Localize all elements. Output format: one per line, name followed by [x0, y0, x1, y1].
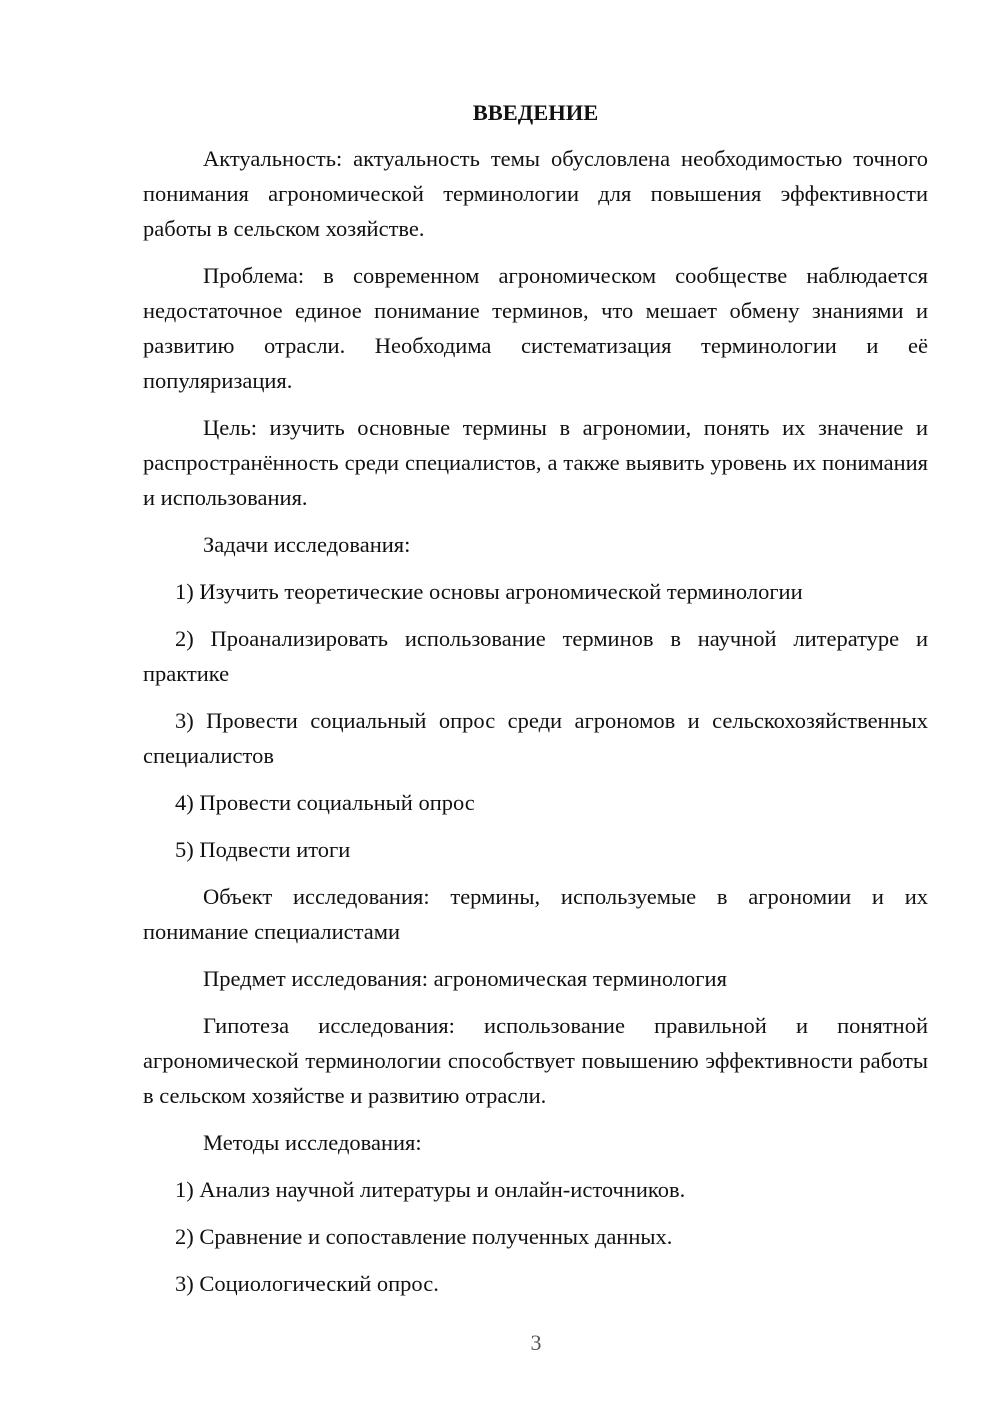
paragraph-goal: Цель: изучить основные термины в агрономии, понять их значение и распространённость среди специалистов, а также выявить уровень их понимания и использования. — [143, 415, 928, 510]
paragraph-problem: Проблема: в современном агрономическом сообществе наблюдается недостаточное единое понимание терминов, что мешает обмену знаниями и развитию отрасли. Необходима систематизация терминологии и её популяризация. — [143, 263, 928, 393]
page-number: 3 — [530, 1330, 542, 1355]
method-item-1: 1) Анализ научной литературы и онлайн-источников. — [175, 1177, 686, 1202]
paragraph-object: Объект исследования: термины, используемые в агрономии и их понимание специалистами — [143, 884, 928, 944]
section-title: ВВЕДЕНИЕ — [472, 100, 599, 125]
task-item-2: 2) Проанализировать использование терминов в научной литературе и практике — [143, 626, 928, 686]
task-item-1: 1) Изучить теоретические основы агрономической терминологии — [175, 579, 803, 604]
task-item-3: 3) Провести социальный опрос среди агрономов и сельскохозяйственных специалистов — [143, 708, 928, 768]
task-item-4: 4) Провести социальный опрос — [175, 790, 475, 815]
paragraph-subject: Предмет исследования: агрономическая терминология — [203, 966, 727, 991]
method-item-3: 3) Социологический опрос. — [175, 1271, 439, 1296]
paragraph-hypothesis: Гипотеза исследования: использование правильной и понятной агрономической терминологии способствует повышению эффективности работы в сельском хозяйстве и развитию отрасли. — [143, 1013, 928, 1108]
task-item-5: 5) Подвести итоги — [175, 837, 351, 862]
page-content — [143, 95, 928, 1313]
paragraph-relevance: Актуальность: актуальность темы обусловлена необходимостью точного понимания агрономической терминологии для повышения эффективности работы в сельском хозяйстве. — [143, 146, 928, 241]
tasks-heading: Задачи исследования: — [203, 532, 411, 557]
method-item-2: 2) Сравнение и сопоставление полученных данных. — [175, 1224, 673, 1249]
methods-heading: Методы исследования: — [203, 1130, 422, 1155]
